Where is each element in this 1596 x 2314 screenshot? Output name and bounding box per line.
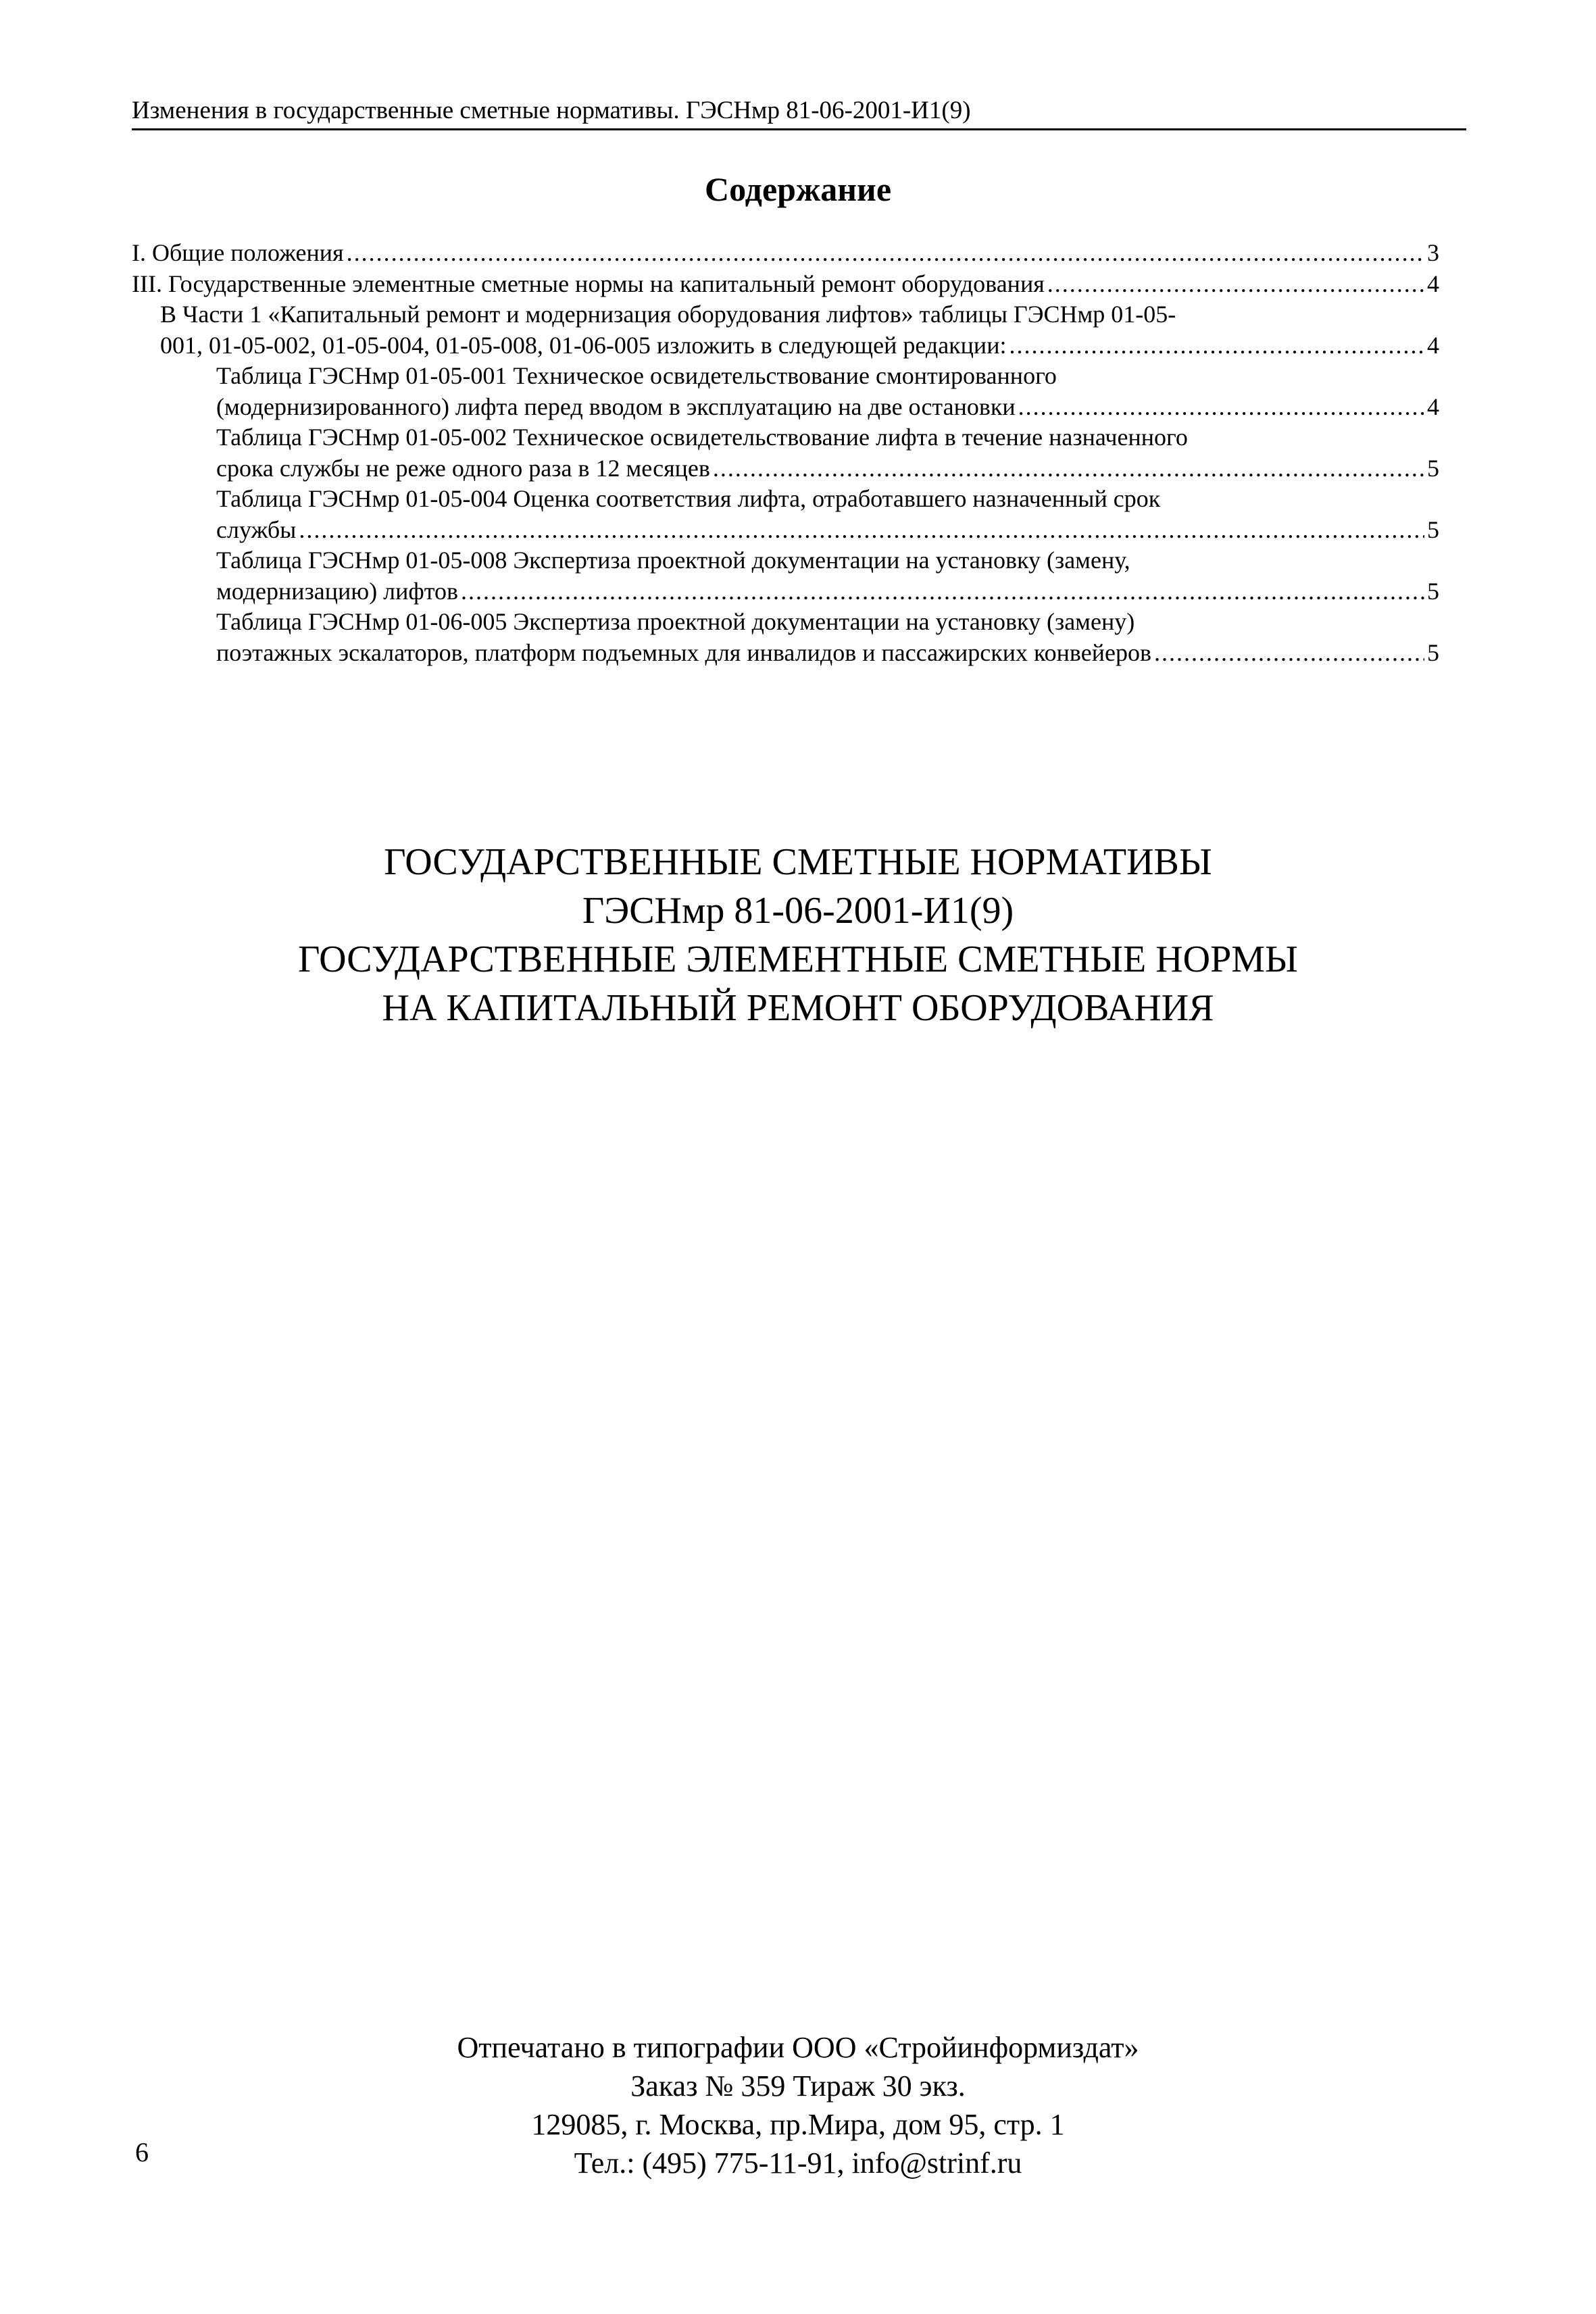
toc-leader-dots (299, 515, 1424, 546)
toc-leader-dots (1009, 330, 1424, 361)
document-main-title (0, 838, 1596, 1032)
toc-entry-text: (модернизированного) лифта перед вводом в эксплуатацию на две остановки (216, 393, 1016, 420)
printing-imprint (0, 2028, 1596, 2182)
toc-entry-table-01-05-004[interactable] (216, 515, 1439, 546)
toc-entry-table-01-06-005-line-1[interactable]: Таблица ГЭСНмр 01-06-005 Экспертиза проектной документации на установку (замену) (216, 608, 1135, 635)
toc-entry-table-01-05-004-line-1[interactable]: Таблица ГЭСНмр 01-05-004 Оценка соответствия лифта, отработавшего назначенный срок (216, 485, 1161, 512)
toc-entry-text: III. Государственные элементные сметные нормы на капитальный ремонт оборудования (132, 270, 1045, 297)
toc-page-number: 4 (1427, 393, 1439, 420)
toc-page-number: 5 (1427, 454, 1439, 482)
toc-entry-text: модернизацию) лифтов (216, 577, 458, 605)
toc-entry-table-01-05-002[interactable] (216, 453, 1439, 484)
toc-leader-dots (1154, 638, 1424, 669)
imprint-address: 129085, г. Москва, пр.Мира, дом 95, стр. 1 (531, 2108, 1065, 2141)
imprint-order: Заказ № 359 Тираж 30 экз. (630, 2069, 966, 2103)
toc-entry-text: службы (216, 515, 297, 543)
toc-page-number: 4 (1427, 331, 1439, 359)
main-title-line-3: ГОСУДАРСТВЕННЫЕ ЭЛЕМЕНТНЫЕ СМЕТНЫЕ НОРМЫ (298, 938, 1298, 980)
main-title-line-2: ГЭСНмр 81-06-2001-И1(9) (582, 890, 1014, 932)
toc-page-number: 4 (1427, 270, 1439, 297)
toc-page-number: 5 (1427, 577, 1439, 605)
toc-entry-table-01-05-002-line-1[interactable]: Таблица ГЭСНмр 01-05-002 Техническое освидетельствование лифта в течение назначенного (216, 424, 1188, 451)
toc-page-number: 5 (1427, 638, 1439, 666)
toc-entry-table-01-06-005[interactable] (216, 638, 1439, 669)
toc-entry-part-1[interactable] (160, 330, 1439, 361)
toc-entry-text: 001, 01-05-002, 01-05-004, 01-05-008, 01-06-005 изложить в следующей редакции: (160, 331, 1007, 359)
toc-entry-general-provisions[interactable] (132, 238, 1439, 269)
toc-entry-text: срока службы не реже одного раза в 12 месяцев (216, 454, 710, 482)
toc-leader-dots (1047, 269, 1424, 300)
toc-entry-part-1-line-1[interactable]: В Части 1 «Капитальный ремонт и модернизация оборудования лифтов» таблицы ГЭСНмр 01-05- (160, 301, 1176, 328)
running-header: Изменения в государственные сметные нормативы. ГЭСНмр 81-06-2001-И1(9) (132, 93, 1466, 130)
toc-page-number: 3 (1427, 239, 1439, 266)
toc-entry-table-01-05-008-line-1[interactable]: Таблица ГЭСНмр 01-05-008 Экспертиза проектной документации на установку (замену, (216, 547, 1130, 574)
toc-leader-dots (461, 576, 1424, 607)
imprint-printer: Отпечатано в типографии ООО «Стройинформиздат» (457, 2031, 1139, 2064)
toc-title: Содержание (704, 170, 892, 208)
main-title-line-4: НА КАПИТАЛЬНЫЙ РЕМОНТ ОБОРУДОВАНИЯ (382, 987, 1214, 1029)
toc-leader-dots (713, 453, 1424, 484)
imprint-contacts: Тел.: (495) 775-11-91, info@strinf.ru (574, 2146, 1022, 2180)
toc-page-number: 5 (1427, 515, 1439, 543)
main-title-line-1: ГОСУДАРСТВЕННЫЕ СМЕТНЫЕ НОРМАТИВЫ (384, 841, 1212, 883)
toc-entry-table-01-05-001[interactable] (216, 392, 1439, 423)
toc-entry-text: I. Общие положения (132, 239, 344, 266)
toc-entry-text: поэтажных эскалаторов, платформ подъемных для инвалидов и пассажирских конвейеров (216, 638, 1151, 666)
toc-entry-table-01-05-008[interactable] (216, 576, 1439, 607)
toc-leader-dots (347, 238, 1424, 269)
page-number: 6 (135, 2137, 149, 2167)
toc-entry-section-3[interactable] (132, 269, 1439, 300)
toc-entry-table-01-05-001-line-1[interactable]: Таблица ГЭСНмр 01-05-001 Техническое освидетельствование смонтированного (216, 362, 1057, 389)
toc-leader-dots (1018, 392, 1424, 423)
